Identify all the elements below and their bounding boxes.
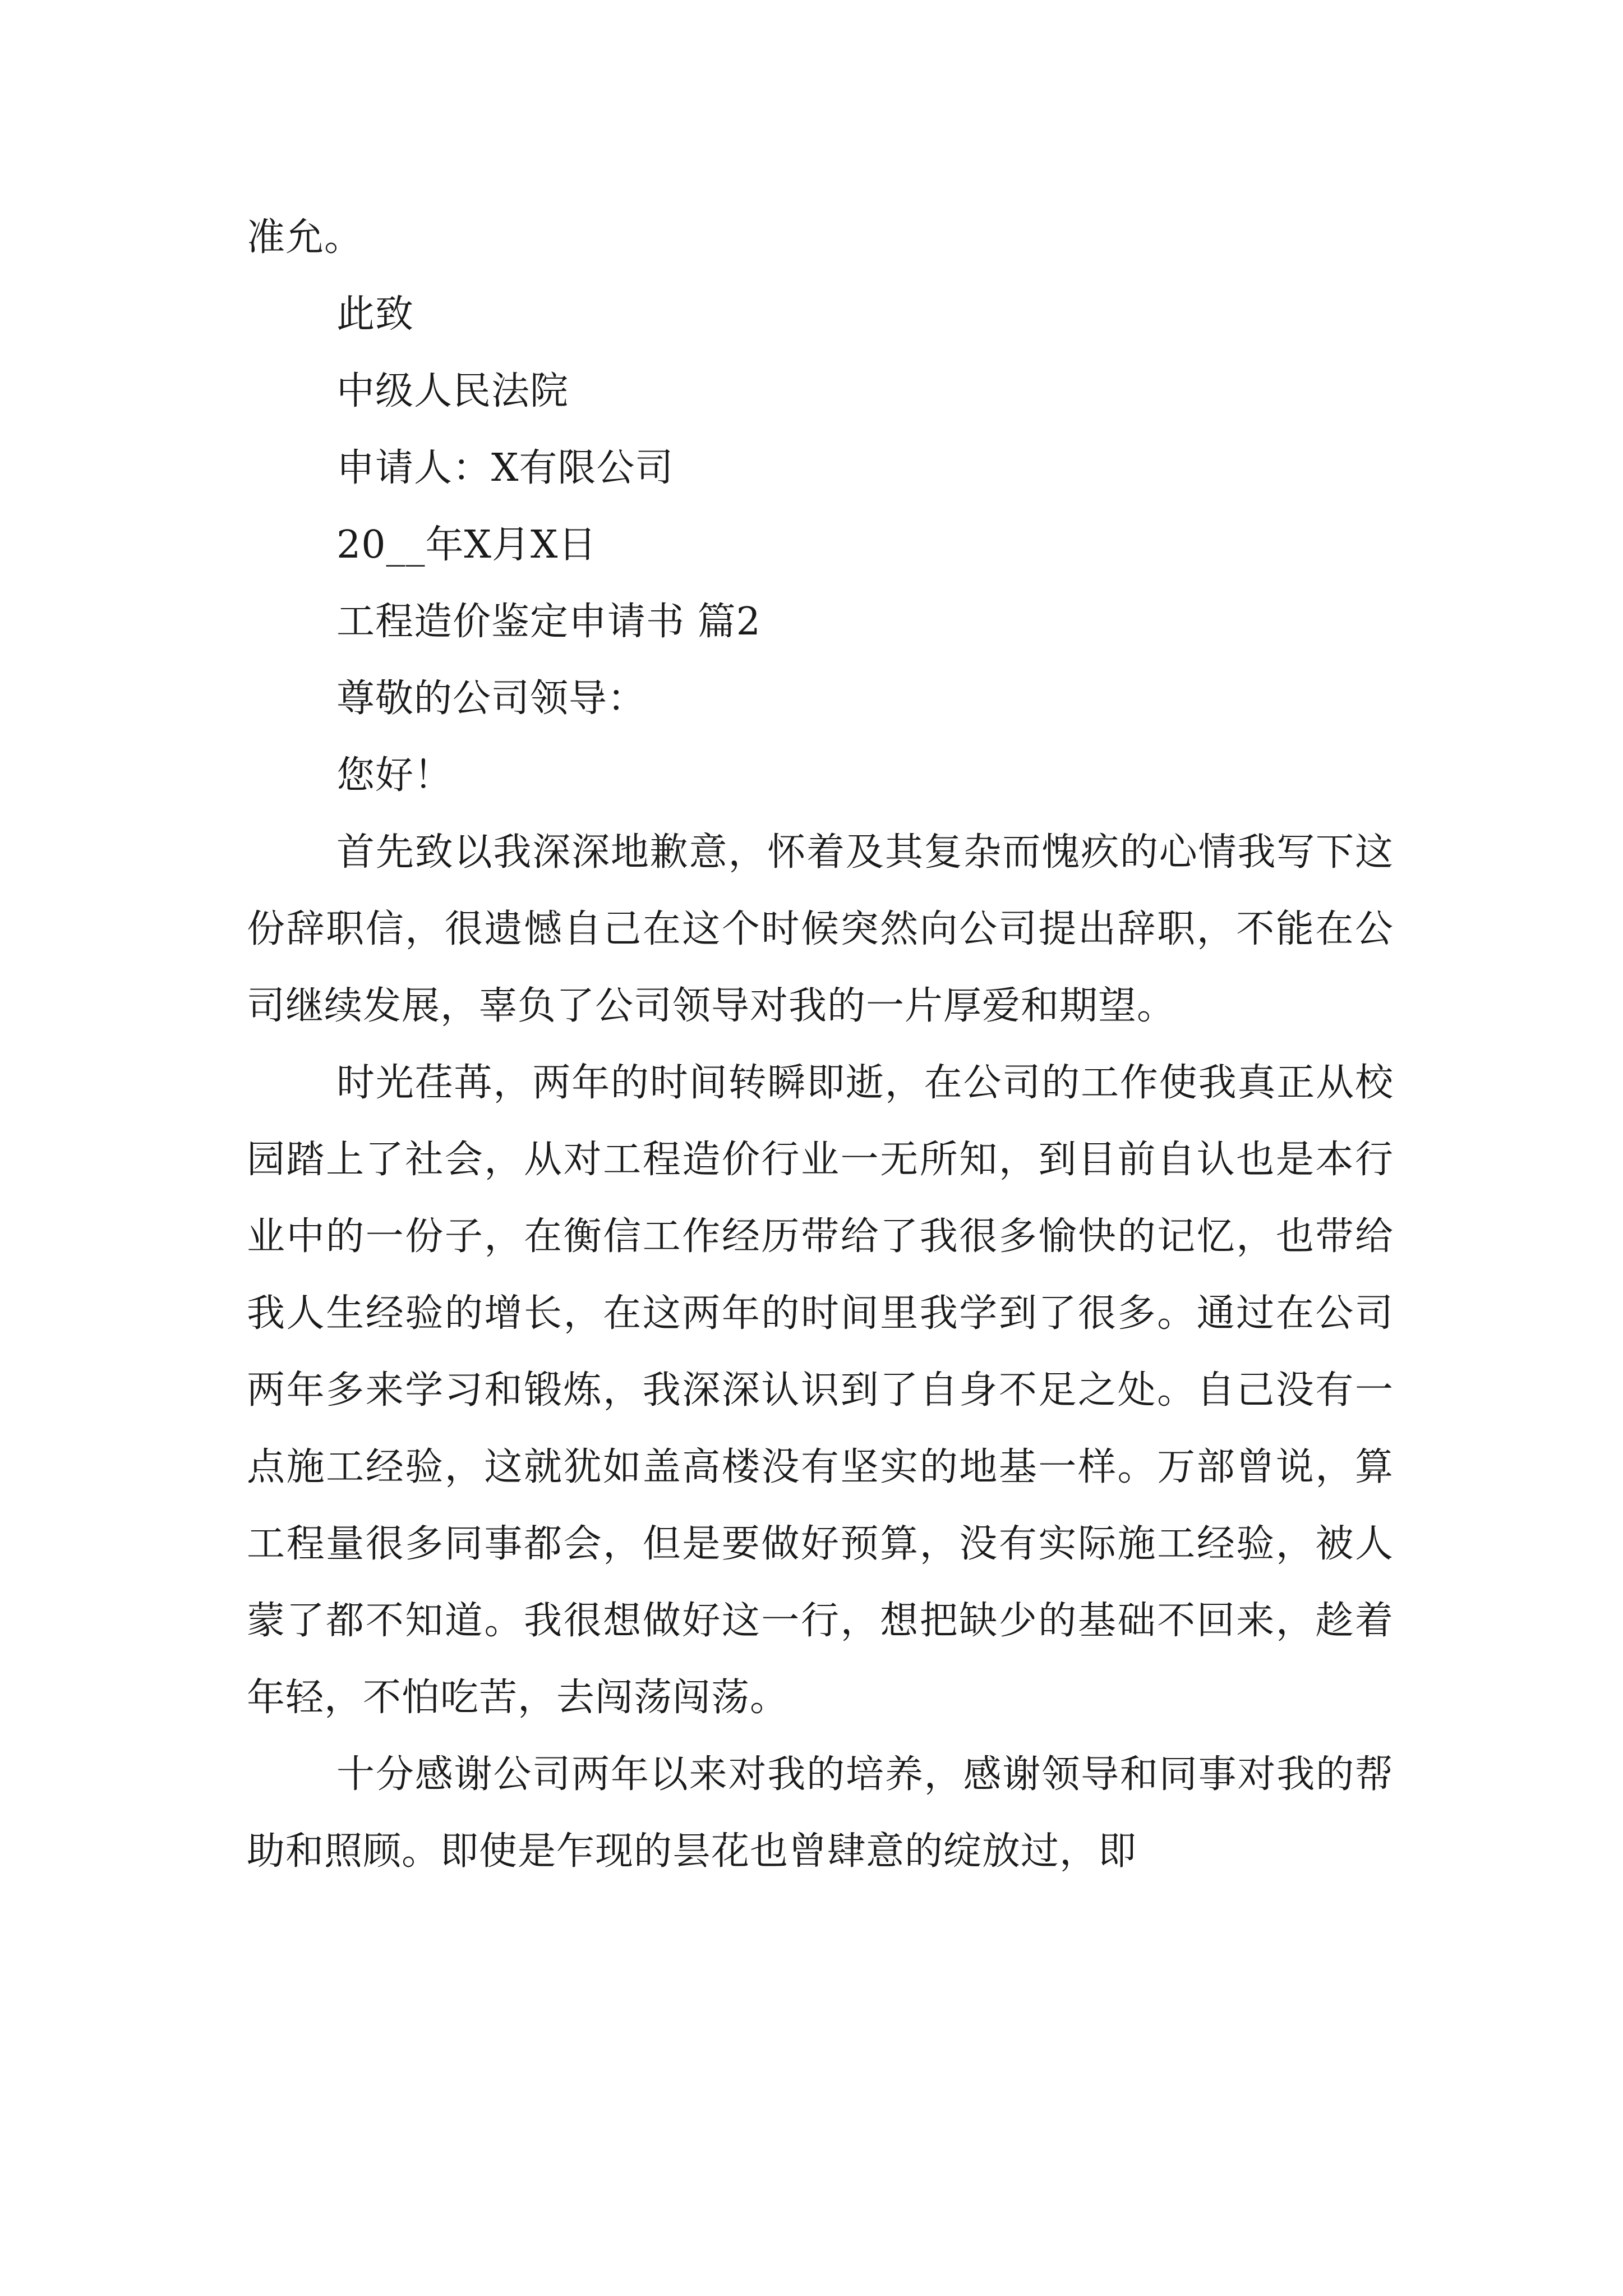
paragraph-experience: 时光荏苒，两年的时间转瞬即逝，在公司的工作使我真正从校园踏上了社会，从对工程造价行业一无所知，到目前自认也是本行业中的一份子，在衡信工作经历带给了我很多愉快的记忆，也带给我人生经验的增长，在这两年的时间里我学到了很多。通过在公司两年多来学习和锻炼，我深深认识到了自身不足之处。自己没有一点施工经验，这就犹如盖高楼没有坚实的地基一样。万部曾说，算工程量很多同事都会，但是要做好预算，没有实际施工经验，被人蒙了都不知道。我很想做好这一行，想把缺少的基础不回来，趁着年轻，不怕吃苦，去闯荡闯荡。 [247, 1061, 1394, 1720]
greeting-line: 尊敬的公司领导： [336, 677, 647, 721]
paragraph-apology: 首先致以我深深地歉意，怀着及其复杂而愧疚的心情我写下这份辞职信，很遗憾自己在这个时候突然向公司提出辞职，不能在公司继续发展，辜负了公司领导对我的一片厚爱和期望。 [247, 830, 1394, 1028]
salutation-line: 此致 [336, 292, 414, 337]
section-heading: 工程造价鉴定申请书 篇2 [336, 600, 761, 644]
hello-line: 您好！ [336, 753, 453, 798]
paragraph-thanks: 十分感谢公司两年以来对我的培养，感谢领导和同事对我的帮助和照顾。即使是乍现的昙花也曾肆意的绽放过，即 [247, 1752, 1394, 1874]
applicant-line: 申请人：X有限公司 [336, 446, 674, 490]
date-line: 20__年X月X日 [336, 523, 597, 567]
recipient-line: 中级人民法院 [336, 369, 569, 413]
approve-line: 准允。 [247, 215, 363, 260]
document-body [247, 199, 1394, 1890]
